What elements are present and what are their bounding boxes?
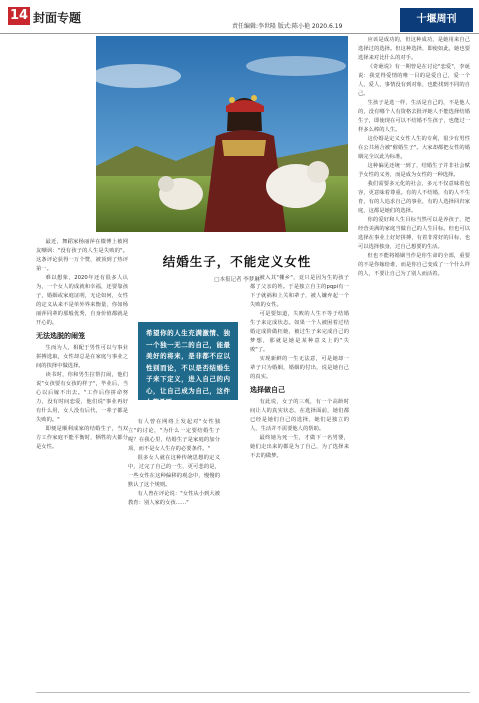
paragraph: 应该是成功的，但这种成功，是她用来自己选择过的选择。但这种选择，即使如此，她也要选择来对比什么的对手。	[358, 37, 470, 61]
footer-rule	[36, 692, 470, 693]
paragraph: 生而为人，相配于男性可以与事业拼搏选取，女性却总是在家庭与事业之间的抉择中做选择。	[36, 345, 128, 369]
body-column-3	[250, 274, 349, 690]
article-byline: □本报记者 李梦琳	[214, 277, 260, 283]
body-column-2	[128, 418, 220, 690]
paragraph: 可是要知道，失败的人生不等于结婚生子来定成状态。如果一个人被困着过结婚定成阶做枉她，被过生子来完成自己的梦想，那就是她是某种意义上的"失败"了。	[250, 311, 349, 353]
paragraph: 最终她为死一生，才做下一名男婴，她们走出来的都是为了自己，为了选择来不去的做梦。	[250, 435, 349, 459]
brand-logo: 十堰周刊	[400, 8, 473, 32]
paragraph: 这份婚是定义女性人生的专利，很少有男性在公共场合被"催婚生子"。大家却都把女性的婚姻完全以此为标准。	[358, 136, 470, 160]
paragraph: 被入其"棚乡"，竟只是因为生的孩子都了父亲的姓。于是独立自主的pqpi有一下子就祸和上关和辈子，被人嫌弃起一个失败的女性。	[250, 275, 349, 308]
page-header	[0, 0, 479, 40]
paragraph: 你的爱好和人生目标当然可以是养孩子，把经营美满的家庭当做自己的人生目标。但也可以选择在事业上好好拼搏，有着非常好的目标，也可以选择独身，过自己想要的生活。	[358, 217, 470, 250]
paragraph: 难以想象，2020年还有很多人认为，一个女人的成就和幸福，还要靠孩子，婚姻或家庭证明，无论如何，女性的定义从来不是单外界来衡量，你如杨丽萍同辈的那般优秀，自身价值都就是开心的。	[36, 275, 128, 326]
paragraph: 但也不能将婚姻当作是你生命的全部，重要的不是你嫁给谁，而是你自己变成了一个什么样的人，不要让自己为了别人而活着。	[358, 253, 470, 277]
cover-photo	[96, 36, 348, 232]
subheading: 无法选脱的闹笼	[36, 332, 85, 340]
subheading: 选择做自己	[250, 386, 285, 394]
editor-line: 责任编辑:李世隆 版式:陈小艳 2020.6.19	[232, 23, 343, 30]
pull-quote: 希望你的人生充满激情、独一个独一无二的自己，能最美好的将来，是非都不应以性别而论，不以是否结婚生子来下定义，进入自己的内心，让自己成为自己，这件么都希要	[138, 322, 238, 400]
section-title: 封面专题	[33, 11, 82, 25]
body-column-4	[358, 36, 470, 690]
cover-photo-illustration	[96, 36, 348, 232]
paragraph: 很多女人就在这种传统思想的定义中，过完了自己的一生，更可悲的是，一些女性在这种偏移的观念中，慢慢的默认了这个规则。	[128, 455, 220, 488]
paragraph: 有此说，女子的三观，有一个高龄时间让人的真实状态，在选择面前，她们都已经是她们自己的选择，她们是独立的人，生活并不需要他人的帮助。	[250, 399, 349, 432]
paragraph: 我们需要多元化的社会，多元不仅意味着包容，更意味着尊重。有的人不结婚，有的人不生育，有的人追求自己的事业，有的人选择回归家庭，这都是她们的选择。	[358, 181, 470, 214]
paragraph: 即便是顺利成家的结婚生子，当双方工作家庭不能平衡时，牺牲的大都分是女性。	[36, 426, 128, 450]
paragraph: 有人曾在评论说："女性从小到大被教育：别人家的女孩……"	[128, 491, 220, 506]
paragraph: 生孩子是选一样，生活是自己的，不是他人的，没有哪个人有资格去批评她人不能选择结婚生子，即使现在可以不结婚不生孩子，也能过一样多么棒的人生。	[358, 100, 470, 133]
page-number: 14	[9, 8, 29, 23]
body-column-1	[36, 238, 128, 690]
article-title: 结婚生子，不能定义女性	[162, 254, 312, 269]
paragraph: 有人曾在网络上发起对"女性独立"的讨论，"为什么一定要结婚生子呢？在我心里，结婚生子是家庭的加分项，而不是女人生存的必要条件。"	[128, 419, 220, 452]
paragraph: 《奇葩说》有一期曾是在讨论"恋爱"，李诞说：我觉得爱情的唯一目的是爱自己，爱一个人，爱人，事情没有到对象，也能找到不同的自己。	[358, 64, 470, 97]
paragraph: 最近，舞蹈家杨丽萍在微博上被网友嘲讽："没有孩子的人生是失败的"。这条评论获得一万个赞，被顶到了热评第一。	[36, 239, 128, 272]
paragraph: 这种偏见还统一到了，结婚生子并非社会赋予女性的义务，而是成为女性的一种选择。	[358, 163, 470, 178]
paragraph: 实现新鲜的一生无法意，可是她却一辈子只为婚姻，婚姻的付出，说是她自己的真实。	[250, 356, 349, 380]
header-rule	[0, 33, 479, 34]
paragraph: 读书时，你和男生拉帮打闹，他们说"女孩要有女孩的样子"，毕业后，当心以后嫁不出去。"工作后你拼命努力，没有时间恋爱，他们说"事业再好有什么用，女人没有后代，一辈子都是失败的。"	[36, 372, 128, 423]
